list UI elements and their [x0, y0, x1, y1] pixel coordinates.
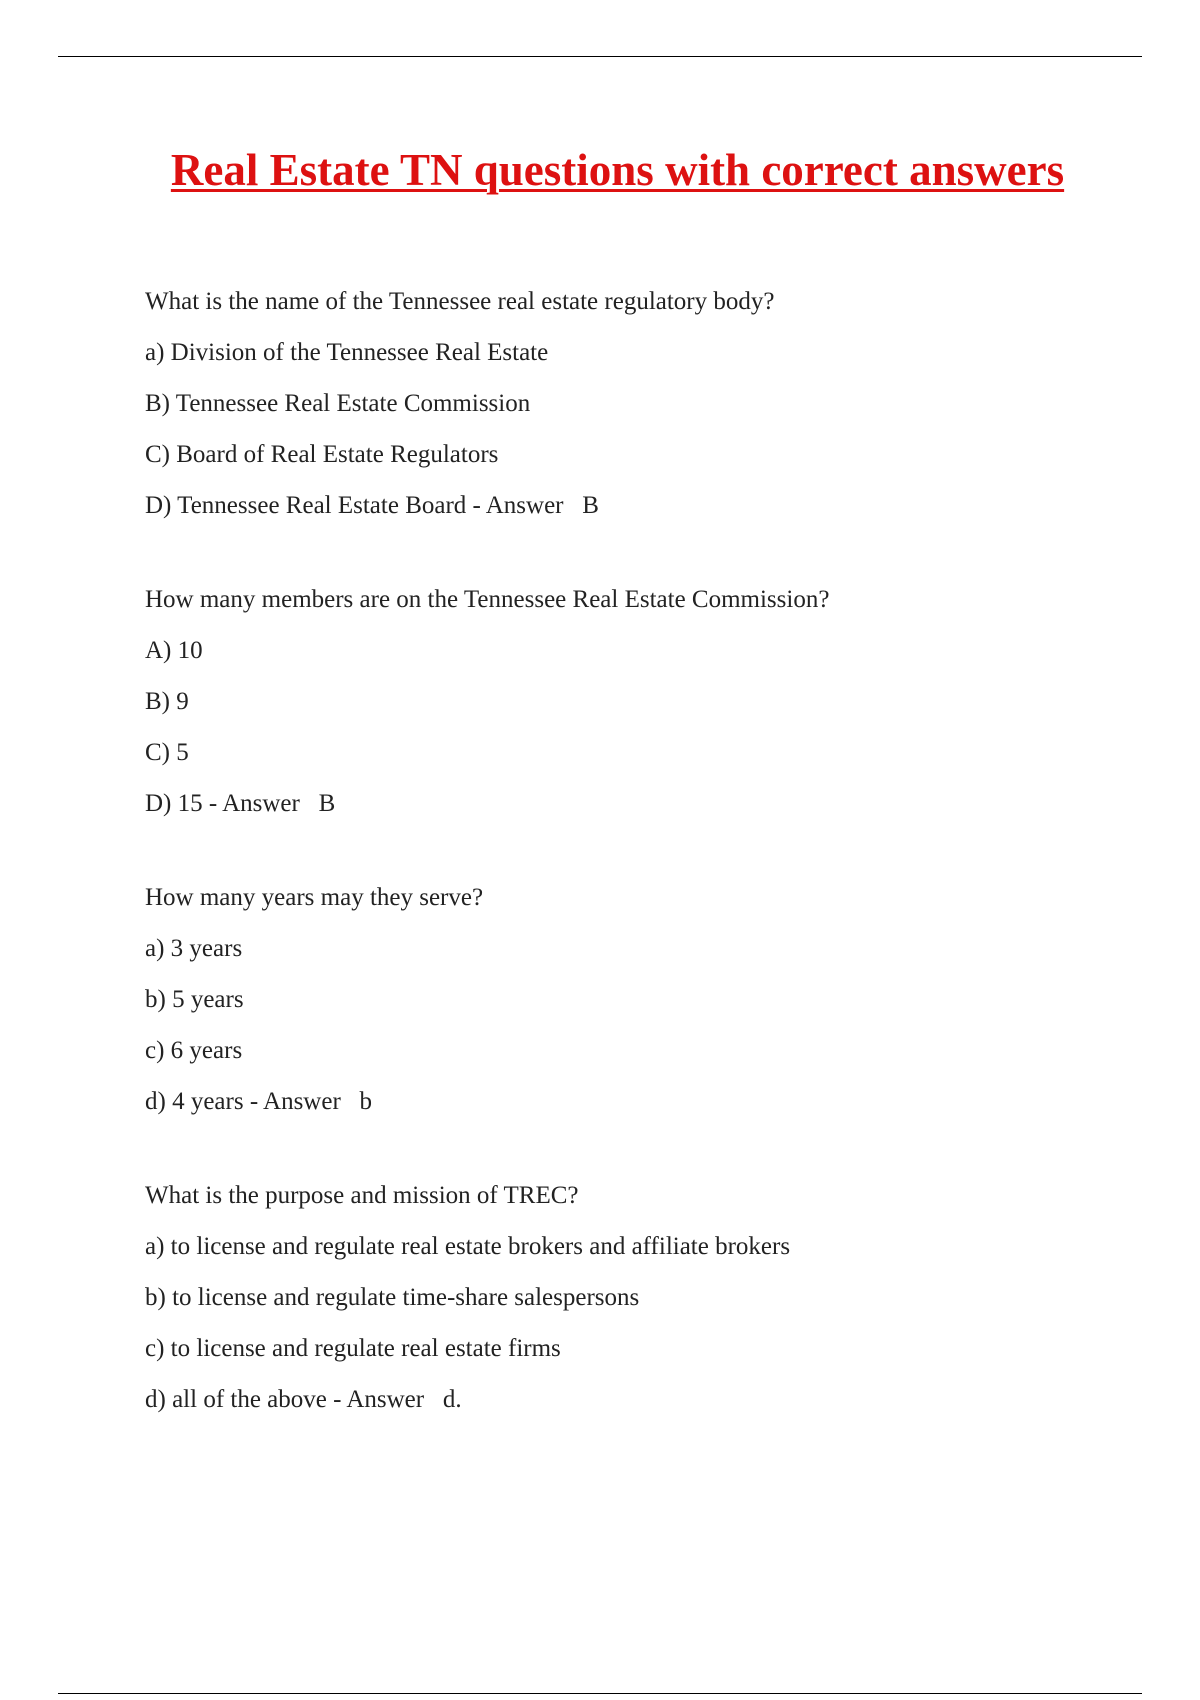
top-rule	[58, 56, 1142, 57]
question-block-3	[145, 872, 1105, 1127]
bottom-rule	[58, 1693, 1142, 1694]
question-block-2	[145, 574, 1105, 829]
answer-option: B) Tennessee Real Estate Commission	[145, 390, 531, 417]
answer-option: a) Division of the Tennessee Real Estate	[145, 339, 549, 366]
question-text: How many years may they serve?	[145, 884, 484, 911]
answer-option: a) 3 years	[145, 935, 243, 962]
document-title: Real Estate TN questions with correct answers	[170, 145, 1065, 195]
question-text: What is the purpose and mission of TREC?	[145, 1182, 579, 1209]
question-text: How many members are on the Tennessee Real Estate Commission?	[145, 586, 830, 613]
answer-option-with-answer: D) 15 - Answer B	[145, 790, 336, 817]
answer-option: c) 6 years	[145, 1037, 243, 1064]
answer-option: C) 5	[145, 739, 189, 766]
answer-option: b) 5 years	[145, 986, 244, 1013]
question-text: What is the name of the Tennessee real estate regulatory body?	[145, 288, 775, 315]
answer-option: B) 9	[145, 688, 189, 715]
answer-option-with-answer: d) 4 years - Answer b	[145, 1088, 373, 1115]
answer-option: b) to license and regulate time-share salespersons	[145, 1284, 640, 1311]
answer-option-with-answer: d) all of the above - Answer d.	[145, 1386, 462, 1413]
answer-option-with-answer: D) Tennessee Real Estate Board - Answer B	[145, 492, 599, 519]
question-block-1	[145, 276, 1105, 531]
answer-option: a) to license and regulate real estate brokers and affiliate brokers	[145, 1233, 791, 1260]
answer-option: A) 10	[145, 637, 203, 664]
answer-option: C) Board of Real Estate Regulators	[145, 441, 499, 468]
question-block-4	[145, 1170, 1105, 1425]
answer-option: c) to license and regulate real estate firms	[145, 1335, 561, 1362]
question-list	[145, 276, 1105, 1468]
